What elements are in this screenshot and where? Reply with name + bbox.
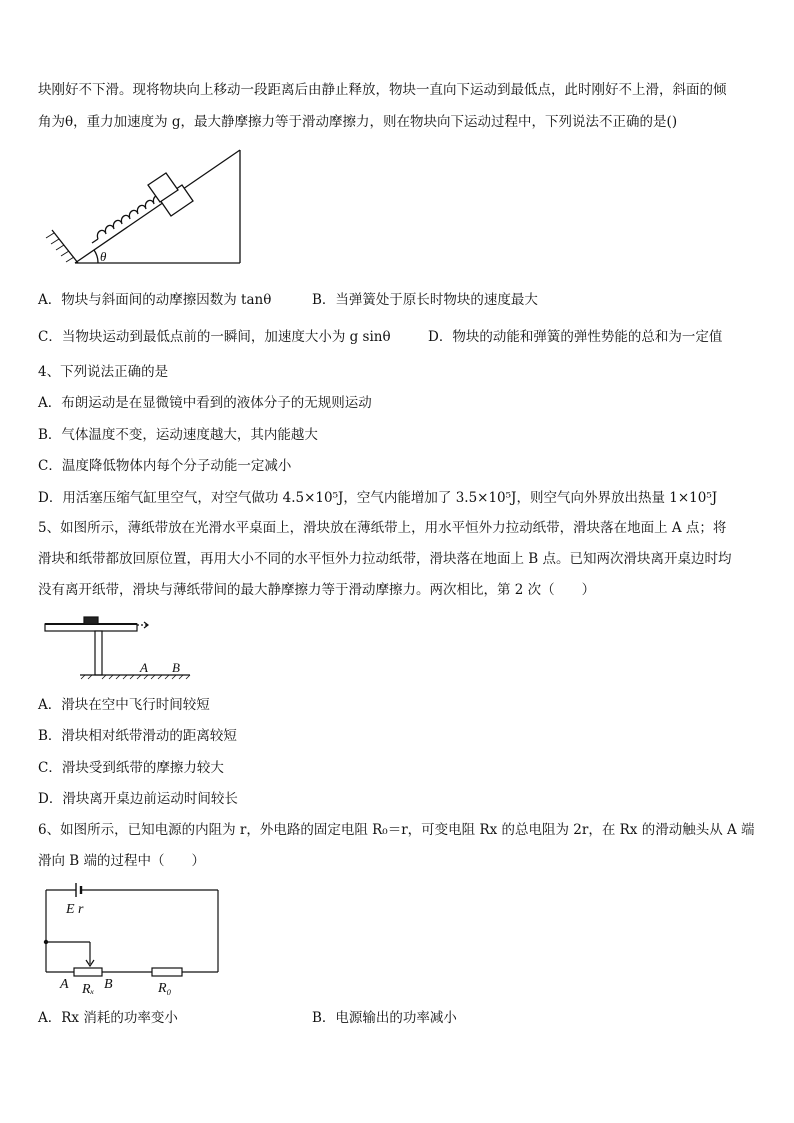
q6-stem-line1: 6、如图所示，已知电源的内阻为 r，外电路的固定电阻 R₀＝r，可变电阻 Rx 的总电阻为 2r，在 Rx 的滑动触头从 A 端	[38, 822, 755, 838]
circuit-figure	[38, 880, 228, 1000]
q3-stem-line2: 角为θ，重力加速度为 g，最大静摩擦力等于滑动摩擦力，则在物块向下运动过程中，下列说法不正确的是()	[38, 114, 678, 130]
q3-option-d: D．物块的动能和弹簧的弹性势能的总和为一定值	[428, 329, 723, 345]
r0-label: R₀	[158, 981, 172, 996]
q5-option-a: A．滑块在空中飞行时间较短	[38, 697, 210, 713]
q5-stem-line1: 5、如图所示，薄纸带放在光滑水平桌面上，滑块放在薄纸带上，用水平恒外力拉动纸带，滑块落在地面上 A 点；将	[38, 520, 727, 536]
terminal-a-label: A	[60, 977, 69, 992]
q3-option-b: B．当弹簧处于原长时物块的速度最大	[312, 292, 538, 308]
q3-option-c: C．当物块运动到最低点前的一瞬间，加速度大小为 g sinθ	[38, 329, 391, 345]
q4-option-b: B．气体温度不变，运动速度越大，其内能越大	[38, 427, 318, 443]
q5-stem-line3: 没有离开纸带，滑块与薄纸带间的最大静摩擦力等于滑动摩擦力。两次相比，第 2 次（ ）	[38, 582, 596, 598]
table-slider-figure	[40, 612, 200, 687]
q6-option-a: A．Rx 消耗的功率变小	[38, 1010, 178, 1026]
q6-stem-line2: 滑向 B 端的过程中（ ）	[38, 853, 206, 869]
point-a-label: A	[140, 660, 148, 675]
rx-label: Rₓ	[82, 982, 95, 997]
q6-option-b: B．电源输出的功率减小	[312, 1010, 457, 1026]
terminal-b-label: B	[104, 977, 113, 992]
theta-label: θ	[100, 249, 107, 264]
q3-option-a: A．物块与斜面间的动摩擦因数为 tanθ	[38, 292, 272, 308]
q4-option-d: D．用活塞压缩气缸里空气，对空气做功 4.5×10⁵J，空气内能增加了 3.5×10⁵J，则空气向外界放出热量 1×10⁵J	[38, 490, 718, 506]
q5-stem-line2: 滑块和纸带都放回原位置，再用大小不同的水平恒外力拉动纸带，滑块落在地面上 B 点。已知两次滑块离开桌边时均	[38, 551, 732, 567]
q5-option-d: D．滑块离开桌边前运动时间较长	[38, 791, 238, 807]
q4-stem: 4、下列说法正确的是	[38, 364, 169, 380]
emf-label: E r	[66, 902, 84, 917]
q4-option-c: C．温度降低物体内每个分子动能一定减小	[38, 458, 292, 474]
q5-option-c: C．滑块受到纸带的摩擦力较大	[38, 760, 224, 776]
q5-option-b: B．滑块相对纸带滑动的距离较短	[38, 728, 237, 744]
q4-option-a: A．布朗运动是在显微镜中看到的液体分子的无规则运动	[38, 395, 372, 411]
incline-spring-figure	[40, 145, 250, 270]
point-b-label: B	[172, 660, 180, 675]
q3-stem-line1: 块刚好不下滑。现将物块向上移动一段距离后由静止释放，物块一直向下运动到最低点，此时刚好不上滑，斜面的倾	[38, 82, 727, 98]
